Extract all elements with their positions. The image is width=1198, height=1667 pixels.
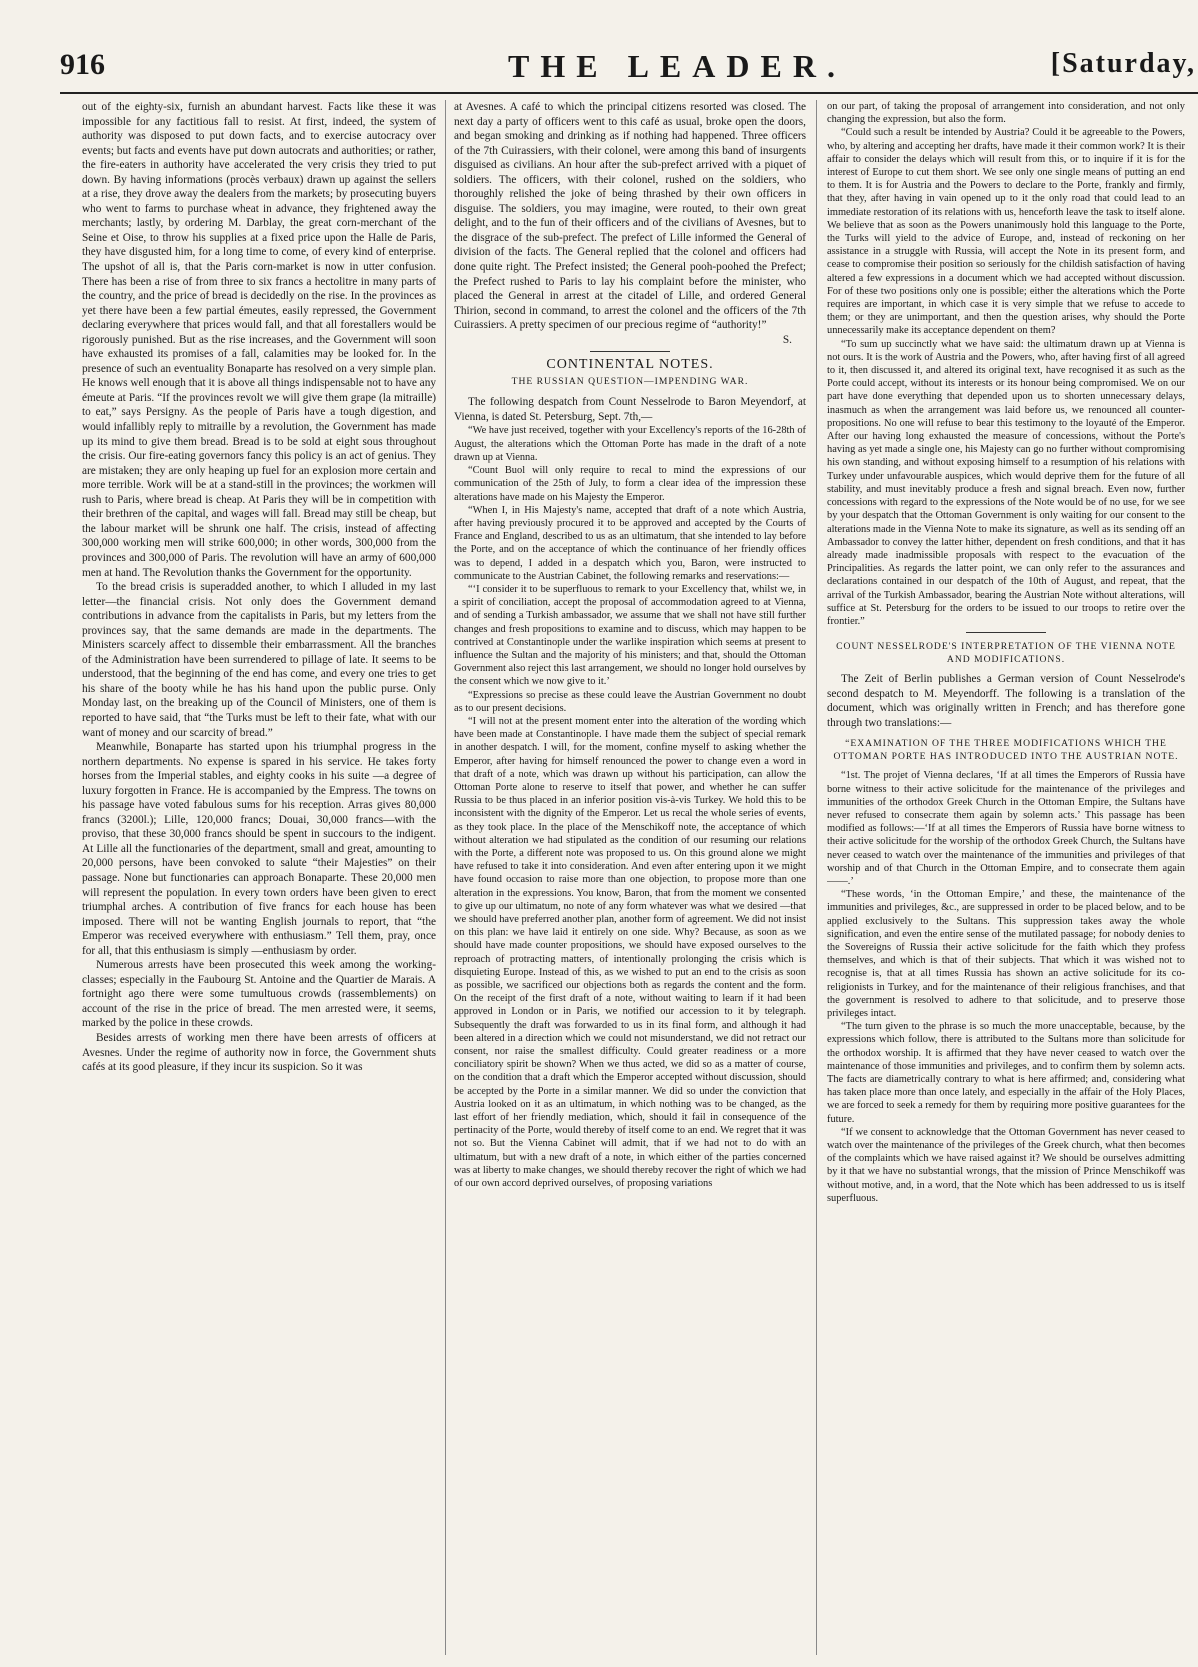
column-1: [82, 100, 436, 1655]
paragraph: out of the eighty-six, furnish an abundant harvest. Facts like these it was impossible for any factitious fall to resist. At first, indeed, the system of authority was disposed to put down facts, and to exercise autocracy over events; but facts and events have put down autocrats and authorities; or rather, the fire-eaters in authority have accelerated the very crisis they tried to put down. By having informations (procès verbaux) drawn up against the sellers at a rise, they drove away the dealers from the markets; by prosecuting buyers who went to farms to purchase wheat in advance, they frightened away the merchants; lastly, by ordering M. Darblay, the great corn-merchant of the Seine et Oise, to throw his supplies at a fixed price upon the Halle de Paris, they have disgusted him, for a long time to come, of every kind of enterprise. The upshot of all is, that the Paris corn-market is now in utter confusion. There has been a rise of from three to six francs a hectolitre in many parts of the country, and the price of bread is decidedly on the rise. In the provinces as yet there have been a few partial émeutes, easily repressed, the Government declaring everywhere that prices would fall, and that all forestallers would be rigorously punished. But as the rise increases, and the Government will soon have exhausted its promises of a fall, calamities may be looked for. In the presence of such an eventuality Bonaparte has resolved on a very simple plan. He knows well enough that it is above all things indispensable not to have any émeute at Paris. “If the provinces revolt we will give them grape (la mitraille) to eat,” says Persigny. As the people of Paris have a tough digestion, and would infallibly reply to mitraille by a revolution, the Government has made up its mind to give them bread. Bread is to be sold at eight sous throughout the crisis. Our fire-eating governors fancy this policy is an act of genius. They are mistaken; they are only heaping up fuel for an explosion more certain and more terrible. Work will be at a stand-still in the provinces; the workmen will rush to Paris, where bread is cheap. At Paris they will be in competition with their brethren of the capital, and wages will fall. Bread may still be cheap, but the labour market will be shrunk one half. The crisis, instead of affecting 300,000 working men will strike 600,000; in other words, 300,000 from the provinces and 300,000 of Paris. The revolution will have an army of 600,000 men at hand. The Revolution thanks the Government for the opportunity.: [82, 101, 436, 579]
section-rule: [966, 632, 1046, 633]
quote-paragraph: “‘I consider it to be superfluous to remark to your Excellency that, whilst we, in a spirit of conciliation, accept the proposal of accommodation agreed to at Vienna, and of sending a Turkish ambassador, we assume that we shall not have still further changes and fresh propositions to examine and to discuss, which may happen to be contrived at Constantinople under the warlike inspiration which seems at present to influence the Sultan and the majority of his ministers; and that, should the Ottoman Government also reject this last arrangement, we should no longer hold ourselves by the consent which we now give to it.’: [454, 583, 806, 688]
paragraph: To the bread crisis is superadded another, to which I alluded in my last letter—the financial crisis. Not only does the Government demand contributions in advance from the capitalists in Paris, but my letters from the provinces say, that the same demands are made in the departments. The Ministers scarcely affect to dissemble their embarrassment. All the branches of the Administration have been surrendered to pillage of late. It seems to be understood, that the beginning of the end has come, and every one tries to get his share of the booty while he has his hand upon the public purse. Only Monday last, on the breaking up of the Council of Ministers, one of them is reported to have said, that “the Turks must be left to their fate, what with our want of money and our scarcity of bread.”: [82, 581, 436, 739]
paragraph: Meanwhile, Bonaparte has started upon his triumphal progress in the northern departments. No expense is spared in his service. He takes forty horses from the Imperial stables, and eighty cooks in his suite —a degree of luxury forgotten in France. He is accompanied by the Empress. The towns on his passage have voted fabulous sums for his reception. Arras gives 80,000 francs (3200l.); Lille, 120,000 francs; Douai, 30,000 francs—with the proviso, that these 30,000 francs should be spent in succours to the indigent. At Lille all the functionaries of the department, small and great, amounting to 20,000 persons, have been convoked to salute “their Majesties” on their passage. None but functionaries can approach Bonaparte. These 20,000 men will represent the population. In every town orders have been given to erect triumphal arches. A contribution of five francs for each house has been imposed. There will not be wanting English journals to report, that “the Emperor was received everywhere with enthusiasm.” Tell them, pray, once for all, that this enthusiasm is simply —enthusiasm by order.: [82, 741, 436, 957]
paragraph: Besides arrests of working men there have been arrests of officers at Avesnes. Under the regime of authority now in force, the Government shuts cafés at its good pleasure, if they incur its suspicion. So it was: [82, 1032, 436, 1074]
column-2: [454, 100, 806, 1655]
masthead-rule: [60, 92, 1198, 94]
issue-day: [Saturday,: [1050, 48, 1196, 79]
quote-paragraph: “These words, ‘in the Ottoman Empire,’ and these, the maintenance of the immunities and privileges, &c., are suppressed in order to be placed below, and to be applied exclusively to the Sultans. This suppression takes away the whole signification, and even the entire sense of the mutilated passage; for nobody denies to the Sovereigns of Russia their active solicitude for the faith which they profess themselves, and which is that of their subjects. That which it was wished not to recognise is, that at all times Russia has shown an active solicitude for its co-religionists in Turkey, and for the maintenance of their religious franchises, and that the government is resolved to adhere to that solicitude, and to preserve those privileges intact.: [827, 889, 1185, 1019]
section-subheading: THE RUSSIAN QUESTION—IMPENDING WAR.: [511, 375, 749, 387]
section-rule: [590, 351, 670, 352]
quote-paragraph: “I will not at the present moment enter into the alteration of the wording which have been made at Constantinople. I have made them the subject of special remark in another despatch. I will, for the moment, confine myself to asking whether the Emperor, after having for himself renounced the power to change even a word in that draft of a note, which was drawn up without his participation, can allow the Ottoman Porte alone to reserve to itself that power, and whether he can suffer Russia to be thus placed in an inferior position vis-à-vis Turkey. We hold this to be inconsistent with the dignity of the Emperor. Let us recal the whole series of events, as they took place. In the place of the Menschikoff note, the acceptance of which without alteration we had stipulated as the condition of our resuming our relations with the Porte, a different note was proposed to us. On this ground alone we might have refused to take it into consideration. And even after entering upon it we might have found occasion to raise more than one objection, to propose more than one alteration in the expressions. You know, Baron, that from the moment we consented to give up our ultimatum, no note of any form whatever was what we desired —that we should have preferred another plan, another form of agreement. We did not insist on this plan: we have laid it entirely on one side. Why? Because, as soon as we should have made counter propositions, we should have exposed ourselves to the reproach of protracting matters, of intentionally prolonging the crisis which is disquieting Europe. Instead of this, as we wished to put an end to the crisis as soon as possible, we sacrificed our objections both as regards the content and the form. On the receipt of the first draft of a note, without waiting to learn if it had been approved in London or in Paris, we notified our accession to it by telegraph. Subsequently the draft was forwarded to us in its final form, and although it had been altered in a direction which we could not misunderstand, we did not retract our consent, nor raise the smallest difficulty. Could greater readiness or a more conciliatory spirit be shown? When we thus acted, we did so as a matter of course, on the condition that a draft which the Emperor accepted without discussion, should be accepted by the Porte in a similar manner. We did so under the conviction that Austria looked on it as an ultimatum, in which nothing was to be changed, as the last effort of her friendly mediation, which, should it fail in consequence of the pertinacity of the Porte, would thereby of itself come to an end. We regret that it was not so. But the Vienna Cabinet will admit, that if we had not to do with an ultimatum, but with a new draft of a note, in which either of the parties concerned was at liberty to make changes, we should thereby recover the right of which we had of our own accord deprived ourselves, of proposing variations: [454, 715, 806, 1190]
section-subheading: COUNT NESSELRODE'S INTERPRETATION OF THE VIENNA NOTE AND MODIFICATIONS.: [836, 641, 1176, 665]
masthead: [60, 48, 1198, 88]
quote-paragraph: “To sum up succinctly what we have said: the ultimatum drawn up at Vienna is not ours. It is the work of Austria and the Powers, who, after having first of all agreed to it, then discussed it, and altered its original text, have recognised it as such as the Porte could accept, without its interests or its honour being compromised. We on our part have done everything that depended upon us to shorten unnecessary delays, inasmuch as when the arrangement was laid before us, we renounced all counter-propositions. No one will refuse to bear this testimony to the loyauté of the Emperor. After our having long exhausted the measure of concessions, without the Porte's having as yet made a single one, his Majesty can go no further without compromising his own standing, and without exposing himself to a resumption of his relations with Turkey under unfavourable auspices, which would deprive them for the future of all stability, and must inevitably produce a fresh and signal breach. Even now, further concessions with regard to the expressions of the Note would be of no use, for we see by your despatch that the Ottoman Government is only waiting for our consent to the alterations made in the Vienna Note to make its signature, as well as its sending off an Ambassador to convey the latter hither, dependent on fresh conditions, and that it has already made inadmissible proposals with respect to the evacuation of the Principalities. As regards the latter point, we can only refer to the assurances and declarations contained in our despatch of the 10th of August, and repeat, that the arrival of the Turkish Ambassador, bearing the Austrian Note without alterations, will suffice at St. Petersburg for the orders to be issued to our troops to retire over the frontier.”: [827, 338, 1185, 627]
quote-paragraph: “If we consent to acknowledge that the Ottoman Government has never ceased to watch over the maintenance of the privileges of the Greek church, what then becomes of the complaints which we have raised against it? We should be ourselves admitting by it that we have no substantial wrongs, that the mission of Prince Menschikoff was without motive, and, in a word, that the Note which has been addressed to us is itself superfluous.: [827, 1126, 1185, 1204]
quote-heading: “EXAMINATION OF THE THREE MODIFICATIONS WHICH THE OTTOMAN PORTE HAS INTRODUCED INTO THE AUSTRIAN NOTE.: [833, 738, 1179, 762]
quote-paragraph: “When I, in His Majesty's name, accepted that draft of a note which Austria, after having previously procured it to be approved and accepted by the Courts of France and England, described to us as an ultimatum, that she intended to lay before the Porte, and on the acceptance of which the continuance of her friendly offices was to depend, I added in a despatch which you, Baron, were instructed to communicate to the Austrian Cabinet, the following remarks and reservations:—: [454, 504, 806, 582]
quote-paragraph: “Could such a result be intended by Austria? Could it be agreeable to the Powers, who, by altering and accepting her drafts, have made it their common work? It is their affair to consider the delays which will result from this, or to inquire if it is for the interest of Europe to cut them short. We see only one single means of putting an end to them. It is for Austria and the Powers to declare to the Porte, frankly and firmly, that they, after having in vain opened up to it the only road that could lead to an immediate restoration of its relations with us, henceforth leave the task to itself alone. We believe that as soon as the Powers unanimously hold this language to the Porte, the Turks will yield to the advice of Europe, and, instead of reckoning on her assistance in a struggle with Russia, will accept the Note in its present form, and cease to compromise their position so seriously for the childish satisfaction of having altered a few expressions in a document which we had accepted without discussion. For of these two positions only one is possible; either the alterations which the Porte requires are important, in which case it is very simple that we refuse to accede to them; or they are unimportant, and then the question arises, why should the Porte unnecessarily make its acceptance dependent on them?: [827, 127, 1185, 337]
signoff: S.: [782, 333, 792, 346]
quote-paragraph: “Expressions so precise as these could leave the Austrian Government no doubt as to our present decisions.: [454, 689, 806, 714]
page-number: 916: [60, 48, 105, 81]
paragraph: The following despatch from Count Nesselrode to Baron Meyendorf, at Vienna, is dated St. Petersburg, Sept. 7th,—: [454, 396, 806, 423]
quote-paragraph: on our part, of taking the proposal of arrangement into consideration, and not only changing the expression, but also the form.: [827, 101, 1185, 126]
quote-paragraph: “We have just received, together with your Excellency's reports of the 16-28th of August, the alterations which the Ottoman Porte has made in the draft of a note drawn up at Vienna.: [454, 425, 806, 463]
quote-paragraph: “1st. The projet of Vienna declares, ‘If at all times the Emperors of Russia have borne witness to their active solicitude for the maintenance of the privileges and immunities of the orthodox Greek Church in the Ottoman Empire, the Sultans have never refused to consecrate them again by solemn acts.’ This passage has been modified as follows:—‘If at all times the Emperors of Russia have borne witness to their active solicitude for the worship of the orthodox Greek Church, the Sultans have never ceased to watch over the maintenance of the immunities and privileges of that worship and of that Church in the Ottoman Empire, and to consecrate them again ——.’: [827, 770, 1185, 887]
quote-paragraph: “Count Buol will only require to recal to mind the expressions of our communication of the 25th of July, to form a clear idea of the impression these alterations have made on his Majesty the Emperor.: [454, 465, 806, 503]
column-3: [827, 100, 1185, 1655]
paragraph: The Zeit of Berlin publishes a German version of Count Nesselrode's second despatch to M. Meyendorff. The following is a translation of the document, which was originally written in French; and has therefore gone through two translations:—: [827, 673, 1185, 729]
section-heading: CONTINENTAL NOTES.: [546, 357, 714, 373]
paragraph: at Avesnes. A café to which the principal citizens resorted was closed. The next day a party of officers went to this café as usual, broke open the doors, and began smoking and drinking as if nothing had happened. Three officers of the 7th Cuirassiers, with their colonel, were among this band of insurgents disguised as civilians. An hour after the sub-prefect arrived with a piquet of soldiers. The officers, with their colonel, rushed on the soldiers, who thoroughly relished the joke of being thrashed by their own officers in disguise. The soldiers, you may imagine, were routed, to their own great delight, and to the fun of their officers and of the civilians of Avesnes, but to the disgrace of the sub-prefect. The prefect of Lille informed the General of division of the facts. The General replied that the colonel and officers had done quite right. The Prefect insisted; the General pooh-poohed the Prefect; the Prefect rushed to Paris to lay his complaint before the minister, who placed the General in arrest at the citadel of Lille, and ordered General Thirion, second in command, to arrest the colonel and the officers of the 7th Cuirassiers. A pretty specimen of our precious regime of “authority!”: [454, 101, 806, 332]
column-divider: [816, 100, 817, 1655]
paragraph: Numerous arrests have been prosecuted this week among the working-classes; especially in the Faubourg St. Antoine and the Quartier de Marais. A fortnight ago there were some tumultuous crowds (rassemblements) on account of the rise in the price of bread. The men arrested were, it seems, marked by the police in these crowds.: [82, 959, 436, 1030]
quote-paragraph: “The turn given to the phrase is so much the more unacceptable, because, by the expressions which follow, there is attributed to the Sultans more than solicitude for the orthodox worship. It is affirmed that they have never ceased to watch over the maintenance of those immunities and privileges, and to confirm them by solemn acts. The facts are diametrically contrary to what is here affirmed; and, considering what has taken place more than once lately, and especially in the affair of the Holy Places, we are forced to seek a remedy for them by requiring more positive guarantees for the future.: [827, 1021, 1185, 1125]
column-divider: [445, 100, 446, 1655]
newspaper-title: THE LEADER.: [508, 48, 846, 84]
